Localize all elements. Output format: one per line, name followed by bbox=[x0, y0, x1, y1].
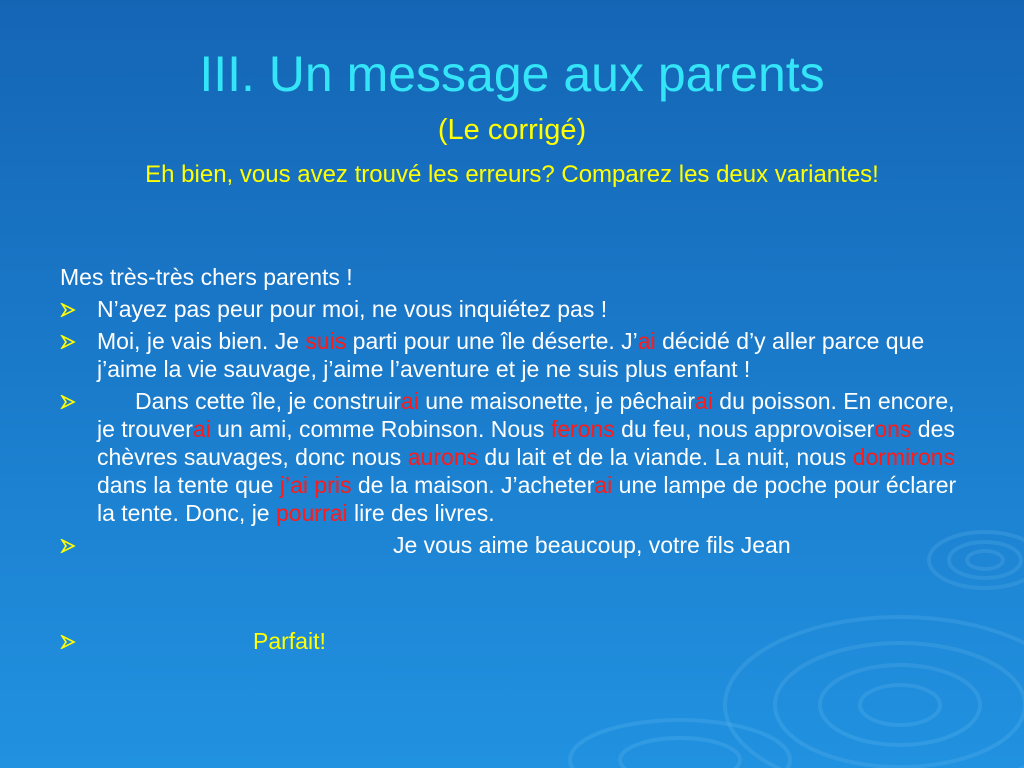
bullet-text bbox=[97, 328, 924, 382]
corrected-word: j’ai pris bbox=[279, 472, 352, 498]
corrected-word: ferons bbox=[550, 416, 615, 442]
text-segment: décidé d’y aller parce que j’aime la vie sauvage, j’aime l’aventure et je ne suis plus enfant ! bbox=[97, 328, 925, 382]
text-segment: du poisson. En encore, je trouver bbox=[97, 388, 955, 442]
letter-bullets bbox=[60, 295, 960, 655]
text-segment: parti pour une île déserte. J’ bbox=[346, 328, 638, 354]
text-segment: du feu, nous approvoiser bbox=[614, 416, 875, 442]
corrected-word: ons bbox=[874, 416, 912, 442]
text-segment: dans la tente que bbox=[97, 472, 280, 498]
arrow-bullet-icon bbox=[60, 303, 76, 317]
bullet-text bbox=[97, 388, 956, 526]
text-segment: un ami, comme Robinson. Nous bbox=[210, 416, 551, 442]
letter-body bbox=[60, 263, 960, 659]
blank-line bbox=[60, 563, 960, 623]
text-segment: des chèvres sauvages, donc nous bbox=[97, 416, 955, 470]
text-segment: du lait et de la viande. La nuit, nous bbox=[478, 444, 853, 470]
arrow-bullet-icon bbox=[60, 635, 76, 649]
slide-title: III. Un message aux parents bbox=[199, 46, 825, 102]
bullet-item-reassure bbox=[60, 295, 960, 323]
corrected-word: ai bbox=[694, 388, 713, 414]
corrected-word: suis bbox=[305, 328, 347, 354]
bullet-item-island-plans bbox=[60, 387, 960, 527]
bullet-item-signature bbox=[60, 531, 960, 559]
letter-signature: Je vous aime beaucoup, votre fils Jean bbox=[393, 532, 791, 558]
text-segment: de la maison. J’acheter bbox=[351, 472, 595, 498]
slide-subtitle: (Le corrigé) bbox=[437, 114, 587, 146]
corrected-word: dormirons bbox=[852, 444, 955, 470]
corrected-word: pourrai bbox=[276, 500, 348, 526]
text-segment: une lampe de poche pour éclarer la tente. Donc, je bbox=[97, 472, 957, 526]
bullet-item-verdict bbox=[60, 627, 960, 655]
corrected-word: ai bbox=[192, 416, 211, 442]
verdict-text: Parfait! bbox=[253, 628, 326, 654]
arrow-bullet-icon bbox=[60, 335, 76, 349]
text-segment: une maisonette, je pêchair bbox=[418, 388, 695, 414]
bullet-text: N’ayez pas peur pour moi, ne vous inquiétez pas ! bbox=[97, 296, 608, 322]
arrow-bullet-icon bbox=[60, 395, 76, 409]
corrected-word: ai bbox=[637, 328, 656, 354]
corrected-word: aurons bbox=[407, 444, 479, 470]
slide-intro: Eh bien, vous avez trouvé les erreurs? Comparez les deux variantes! bbox=[145, 161, 879, 188]
corrected-word: ai bbox=[400, 388, 419, 414]
text-segment: Moi, je vais bien. Je bbox=[97, 328, 306, 354]
arrow-bullet-icon bbox=[60, 539, 76, 553]
text-segment: lire des livres. bbox=[347, 500, 495, 526]
text-segment: Dans cette île, je construir bbox=[135, 388, 401, 414]
letter-greeting: Mes très-très chers parents ! bbox=[60, 264, 353, 290]
bullet-item-departure bbox=[60, 327, 960, 383]
corrected-word: ai bbox=[594, 472, 613, 498]
